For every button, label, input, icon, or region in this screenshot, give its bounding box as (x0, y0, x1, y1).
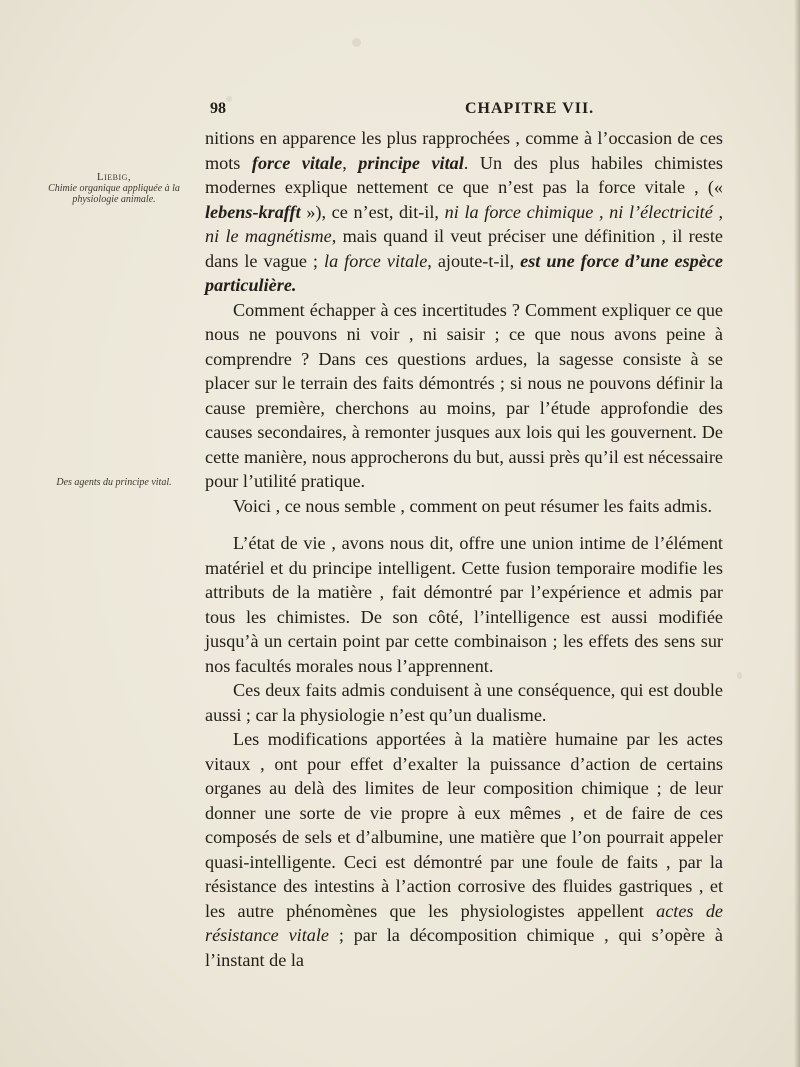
paragraph-2: Comment échapper à ces incertitudes ? Comment expliquer ce que nous ne pouvons ni voir , ni saisir ; ce que nous avons peine à comprendre ? Dans ces questions ardues, la sagesse consiste à se placer sur le terrain des faits démontrés ; si nous ne pouvons définir la cause première, cherchons au moins, par l’étude approfondie des causes secondaires, à remonter jusques aux lois qui les gouvernent. De cette manière, nous approcherons du but, aussi près qu’il est nécessaire pour l’utilité pratique. (205, 299, 723, 491)
emphasis-definition: est une force d’une espèce particulière. (205, 250, 723, 295)
emphasis-lebens-krafft: lebens-krafft (205, 201, 301, 222)
emphasis-principe-vital: principe vital (358, 152, 464, 173)
text-run: nitions en apparence les plus rapprochées , comme à l’occasion de ces mots (205, 128, 723, 173)
emphasis-la-force-vitale: la force vitale (324, 250, 428, 271)
page-edge-shadow (794, 0, 800, 1067)
paragraph-5: Ces deux faits admis conduisent à une conséquence, qui est double aussi ; car la physiologie n’est qu’un dualisme. (205, 680, 723, 725)
margin-note-vital-agents (44, 477, 184, 488)
emphasis-quote: ni la force chimique , ni l’électricité , ni le magnétisme (205, 201, 723, 246)
margin-note-author: Liebig, (96, 171, 132, 183)
text-run: , mais quand il veut préciser une définition , il reste dans le vague ; (205, 226, 723, 271)
paragraph-4: L’état de vie , avons nous dit, offre une union intime de l’élément matériel et du principe intelligent. Cette fusion temporaire modifie les attributs de la matière , fait démontré par l’expérience et admis par tous les chimistes. De son côté, l’intelligence est aussi modifiée jusqu’à un certain point par cette combinaison ; les effets des sens sur nos facultés morales nous l’apprennent. (205, 533, 723, 676)
text-run: Les modifications apportées à la matière humaine par les actes vitaux , ont pour effet d’exalter la puissance d’action de certains organes au delà des limites de leur composition chimique ; de leur donner une sorte de vie propre à eux mêmes , et de faire de ces composés de sels et d’albumine, une matière que l’on pourrait appeler quasi-intelligente. Ceci est démontré par une foule de faits , par la résistance des intestins à l’action corrosive des fluides gastriques , et les autre phénomènes que les physiologistes appellent (205, 729, 723, 921)
margin-note-liebig (44, 172, 184, 205)
paragraph-1 (205, 126, 723, 298)
text-run: , ajoute-t-il, (427, 250, 521, 271)
paragraph-3: Voici , ce nous semble , comment on peut résumer les faits admis. (233, 495, 713, 516)
emphasis-force-vitale: force vitale (251, 152, 343, 173)
margin-note-text: Des agents du principe vital. (56, 477, 172, 488)
running-header (210, 100, 725, 124)
paper-stain (737, 672, 742, 679)
paragraph-6 (205, 727, 723, 972)
chapter-title: CHAPITRE VII. (465, 100, 595, 117)
margin-note-work-title: Chimie organique appliquée à la physiologie animale. (48, 183, 180, 205)
page-number: 98 (210, 100, 226, 117)
emphasis-actes-resistance: actes de résistance vitale (205, 900, 723, 945)
paper-stain (352, 38, 361, 47)
text-run: ; par la décomposition chimique , qui s’opère à l’instant de la (205, 925, 723, 970)
text-run: »), ce n’est, dit-il, (300, 201, 445, 222)
text-run: . Un des plus habiles chimistes modernes explique nettement ce que n’est pas la force vitale , (« (205, 152, 723, 197)
text-run: , (342, 152, 359, 173)
body-text (205, 126, 723, 972)
